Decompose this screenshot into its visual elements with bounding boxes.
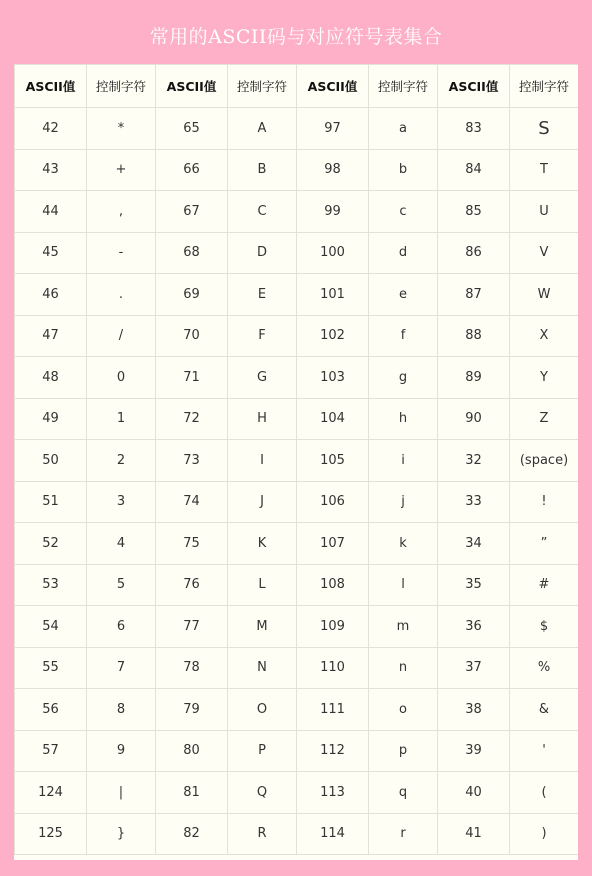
ascii-value-cell: 78 [156, 647, 228, 689]
table-row [15, 274, 579, 316]
ascii-value-cell: 38 [438, 689, 510, 731]
control-char-cell: d [369, 232, 438, 274]
ascii-value-cell: 32 [438, 440, 510, 482]
control-char-cell: g [369, 357, 438, 399]
table-row [15, 689, 579, 731]
ascii-value-cell: 84 [438, 149, 510, 191]
ascii-value-cell: 47 [15, 315, 87, 357]
ascii-value-cell: 55 [15, 647, 87, 689]
table-body [15, 108, 579, 855]
control-char-cell: N [228, 647, 297, 689]
control-char-cell: Q [228, 772, 297, 814]
control-char-cell: V [510, 232, 579, 274]
ascii-value-cell: 33 [438, 481, 510, 523]
control-char-cell: , [87, 191, 156, 233]
table-row [15, 191, 579, 233]
control-char-cell: - [87, 232, 156, 274]
control-char-cell: 5 [87, 564, 156, 606]
control-char-cell: Z [510, 398, 579, 440]
ascii-value-cell: 66 [156, 149, 228, 191]
ascii-value-cell: 102 [297, 315, 369, 357]
ascii-value-cell: 80 [156, 730, 228, 772]
ascii-value-cell: 125 [15, 813, 87, 855]
control-char-cell: 8 [87, 689, 156, 731]
header-control-char: 控制字符 [369, 65, 438, 108]
control-char-cell: O [228, 689, 297, 731]
control-char-cell: J [228, 481, 297, 523]
ascii-value-cell: 54 [15, 606, 87, 648]
page-title: 常用的ASCII码与对应符号表集合 [149, 26, 443, 48]
ascii-value-cell: 88 [438, 315, 510, 357]
ascii-value-cell: 124 [15, 772, 87, 814]
control-char-cell: a [369, 108, 438, 150]
control-char-cell: + [87, 149, 156, 191]
control-char-cell: n [369, 647, 438, 689]
ascii-value-cell: 87 [438, 274, 510, 316]
table-row [15, 357, 579, 399]
ascii-value-cell: 49 [15, 398, 87, 440]
ascii-value-cell: 65 [156, 108, 228, 150]
control-char-cell: B [228, 149, 297, 191]
control-char-cell: $ [510, 606, 579, 648]
control-char-cell: ( [510, 772, 579, 814]
ascii-value-cell: 50 [15, 440, 87, 482]
control-char-cell: ! [510, 481, 579, 523]
ascii-value-cell: 74 [156, 481, 228, 523]
ascii-value-cell: 35 [438, 564, 510, 606]
ascii-value-cell: 106 [297, 481, 369, 523]
ascii-value-cell: 56 [15, 689, 87, 731]
control-char-cell: S [510, 108, 579, 150]
control-char-cell: p [369, 730, 438, 772]
control-char-cell: L [228, 564, 297, 606]
ascii-value-cell: 69 [156, 274, 228, 316]
ascii-value-cell: 57 [15, 730, 87, 772]
ascii-value-cell: 104 [297, 398, 369, 440]
header-control-char: 控制字符 [87, 65, 156, 108]
control-char-cell: r [369, 813, 438, 855]
control-char-cell: 9 [87, 730, 156, 772]
table-row [15, 315, 579, 357]
ascii-value-cell: 40 [438, 772, 510, 814]
ascii-value-cell: 45 [15, 232, 87, 274]
control-char-cell: j [369, 481, 438, 523]
ascii-value-cell: 111 [297, 689, 369, 731]
ascii-value-cell: 73 [156, 440, 228, 482]
table-row [15, 730, 579, 772]
control-char-cell: % [510, 647, 579, 689]
table-row [15, 398, 579, 440]
control-char-cell: # [510, 564, 579, 606]
table-row [15, 523, 579, 565]
table-row [15, 813, 579, 855]
control-char-cell: m [369, 606, 438, 648]
control-char-cell: U [510, 191, 579, 233]
control-char-cell: M [228, 606, 297, 648]
control-char-cell: / [87, 315, 156, 357]
control-char-cell: ” [510, 523, 579, 565]
ascii-value-cell: 48 [15, 357, 87, 399]
control-char-cell: | [87, 772, 156, 814]
header-control-char: 控制字符 [510, 65, 579, 108]
table-row [15, 606, 579, 648]
control-char-cell: 7 [87, 647, 156, 689]
ascii-value-cell: 86 [438, 232, 510, 274]
table-row [15, 481, 579, 523]
ascii-value-cell: 98 [297, 149, 369, 191]
control-char-cell: I [228, 440, 297, 482]
ascii-value-cell: 105 [297, 440, 369, 482]
control-char-cell: 2 [87, 440, 156, 482]
table-row [15, 149, 579, 191]
control-char-cell: P [228, 730, 297, 772]
control-char-cell: R [228, 813, 297, 855]
ascii-value-cell: 42 [15, 108, 87, 150]
control-char-cell: k [369, 523, 438, 565]
ascii-value-cell: 34 [438, 523, 510, 565]
control-char-cell: i [369, 440, 438, 482]
header-ascii-value: ASCII值 [438, 65, 510, 108]
control-char-cell: o [369, 689, 438, 731]
control-char-cell: c [369, 191, 438, 233]
ascii-value-cell: 97 [297, 108, 369, 150]
control-char-cell: E [228, 274, 297, 316]
control-char-cell: * [87, 108, 156, 150]
control-char-cell: (space) [510, 440, 579, 482]
control-char-cell: X [510, 315, 579, 357]
table-header-row [15, 65, 579, 108]
control-char-cell: l [369, 564, 438, 606]
ascii-value-cell: 41 [438, 813, 510, 855]
ascii-value-cell: 100 [297, 232, 369, 274]
ascii-value-cell: 71 [156, 357, 228, 399]
control-char-cell: 3 [87, 481, 156, 523]
ascii-value-cell: 81 [156, 772, 228, 814]
ascii-value-cell: 83 [438, 108, 510, 150]
ascii-value-cell: 36 [438, 606, 510, 648]
control-char-cell: b [369, 149, 438, 191]
ascii-value-cell: 113 [297, 772, 369, 814]
ascii-value-cell: 108 [297, 564, 369, 606]
ascii-value-cell: 99 [297, 191, 369, 233]
control-char-cell: 0 [87, 357, 156, 399]
control-char-cell: T [510, 149, 579, 191]
control-char-cell: f [369, 315, 438, 357]
ascii-value-cell: 112 [297, 730, 369, 772]
ascii-value-cell: 109 [297, 606, 369, 648]
ascii-value-cell: 43 [15, 149, 87, 191]
ascii-value-cell: 110 [297, 647, 369, 689]
ascii-value-cell: 67 [156, 191, 228, 233]
control-char-cell: 4 [87, 523, 156, 565]
ascii-value-cell: 114 [297, 813, 369, 855]
control-char-cell: 1 [87, 398, 156, 440]
ascii-value-cell: 82 [156, 813, 228, 855]
ascii-value-cell: 103 [297, 357, 369, 399]
ascii-value-cell: 107 [297, 523, 369, 565]
control-char-cell: D [228, 232, 297, 274]
control-char-cell: K [228, 523, 297, 565]
control-char-cell: C [228, 191, 297, 233]
control-char-cell: h [369, 398, 438, 440]
ascii-table [14, 64, 578, 855]
ascii-value-cell: 90 [438, 398, 510, 440]
ascii-value-cell: 75 [156, 523, 228, 565]
ascii-value-cell: 89 [438, 357, 510, 399]
control-char-cell: } [87, 813, 156, 855]
control-char-cell: G [228, 357, 297, 399]
ascii-value-cell: 72 [156, 398, 228, 440]
ascii-value-cell: 70 [156, 315, 228, 357]
table-row [15, 564, 579, 606]
ascii-value-cell: 46 [15, 274, 87, 316]
control-char-cell: W [510, 274, 579, 316]
header-ascii-value: ASCII值 [156, 65, 228, 108]
control-char-cell: F [228, 315, 297, 357]
ascii-value-cell: 52 [15, 523, 87, 565]
table-row [15, 647, 579, 689]
ascii-value-cell: 53 [15, 564, 87, 606]
control-char-cell: & [510, 689, 579, 731]
header-control-char: 控制字符 [228, 65, 297, 108]
ascii-value-cell: 51 [15, 481, 87, 523]
control-char-cell: e [369, 274, 438, 316]
ascii-value-cell: 79 [156, 689, 228, 731]
header-ascii-value: ASCII值 [297, 65, 369, 108]
ascii-value-cell: 76 [156, 564, 228, 606]
control-char-cell: . [87, 274, 156, 316]
ascii-value-cell: 101 [297, 274, 369, 316]
ascii-value-cell: 85 [438, 191, 510, 233]
control-char-cell: ' [510, 730, 579, 772]
table-row [15, 440, 579, 482]
ascii-table-container [14, 64, 578, 860]
control-char-cell: 6 [87, 606, 156, 648]
control-char-cell: ) [510, 813, 579, 855]
control-char-cell: A [228, 108, 297, 150]
table-row [15, 232, 579, 274]
ascii-value-cell: 44 [15, 191, 87, 233]
control-char-cell: H [228, 398, 297, 440]
header-ascii-value: ASCII值 [15, 65, 87, 108]
ascii-value-cell: 68 [156, 232, 228, 274]
ascii-value-cell: 39 [438, 730, 510, 772]
ascii-value-cell: 37 [438, 647, 510, 689]
control-char-cell: q [369, 772, 438, 814]
table-row [15, 108, 579, 150]
table-row [15, 772, 579, 814]
control-char-cell: Y [510, 357, 579, 399]
ascii-value-cell: 77 [156, 606, 228, 648]
